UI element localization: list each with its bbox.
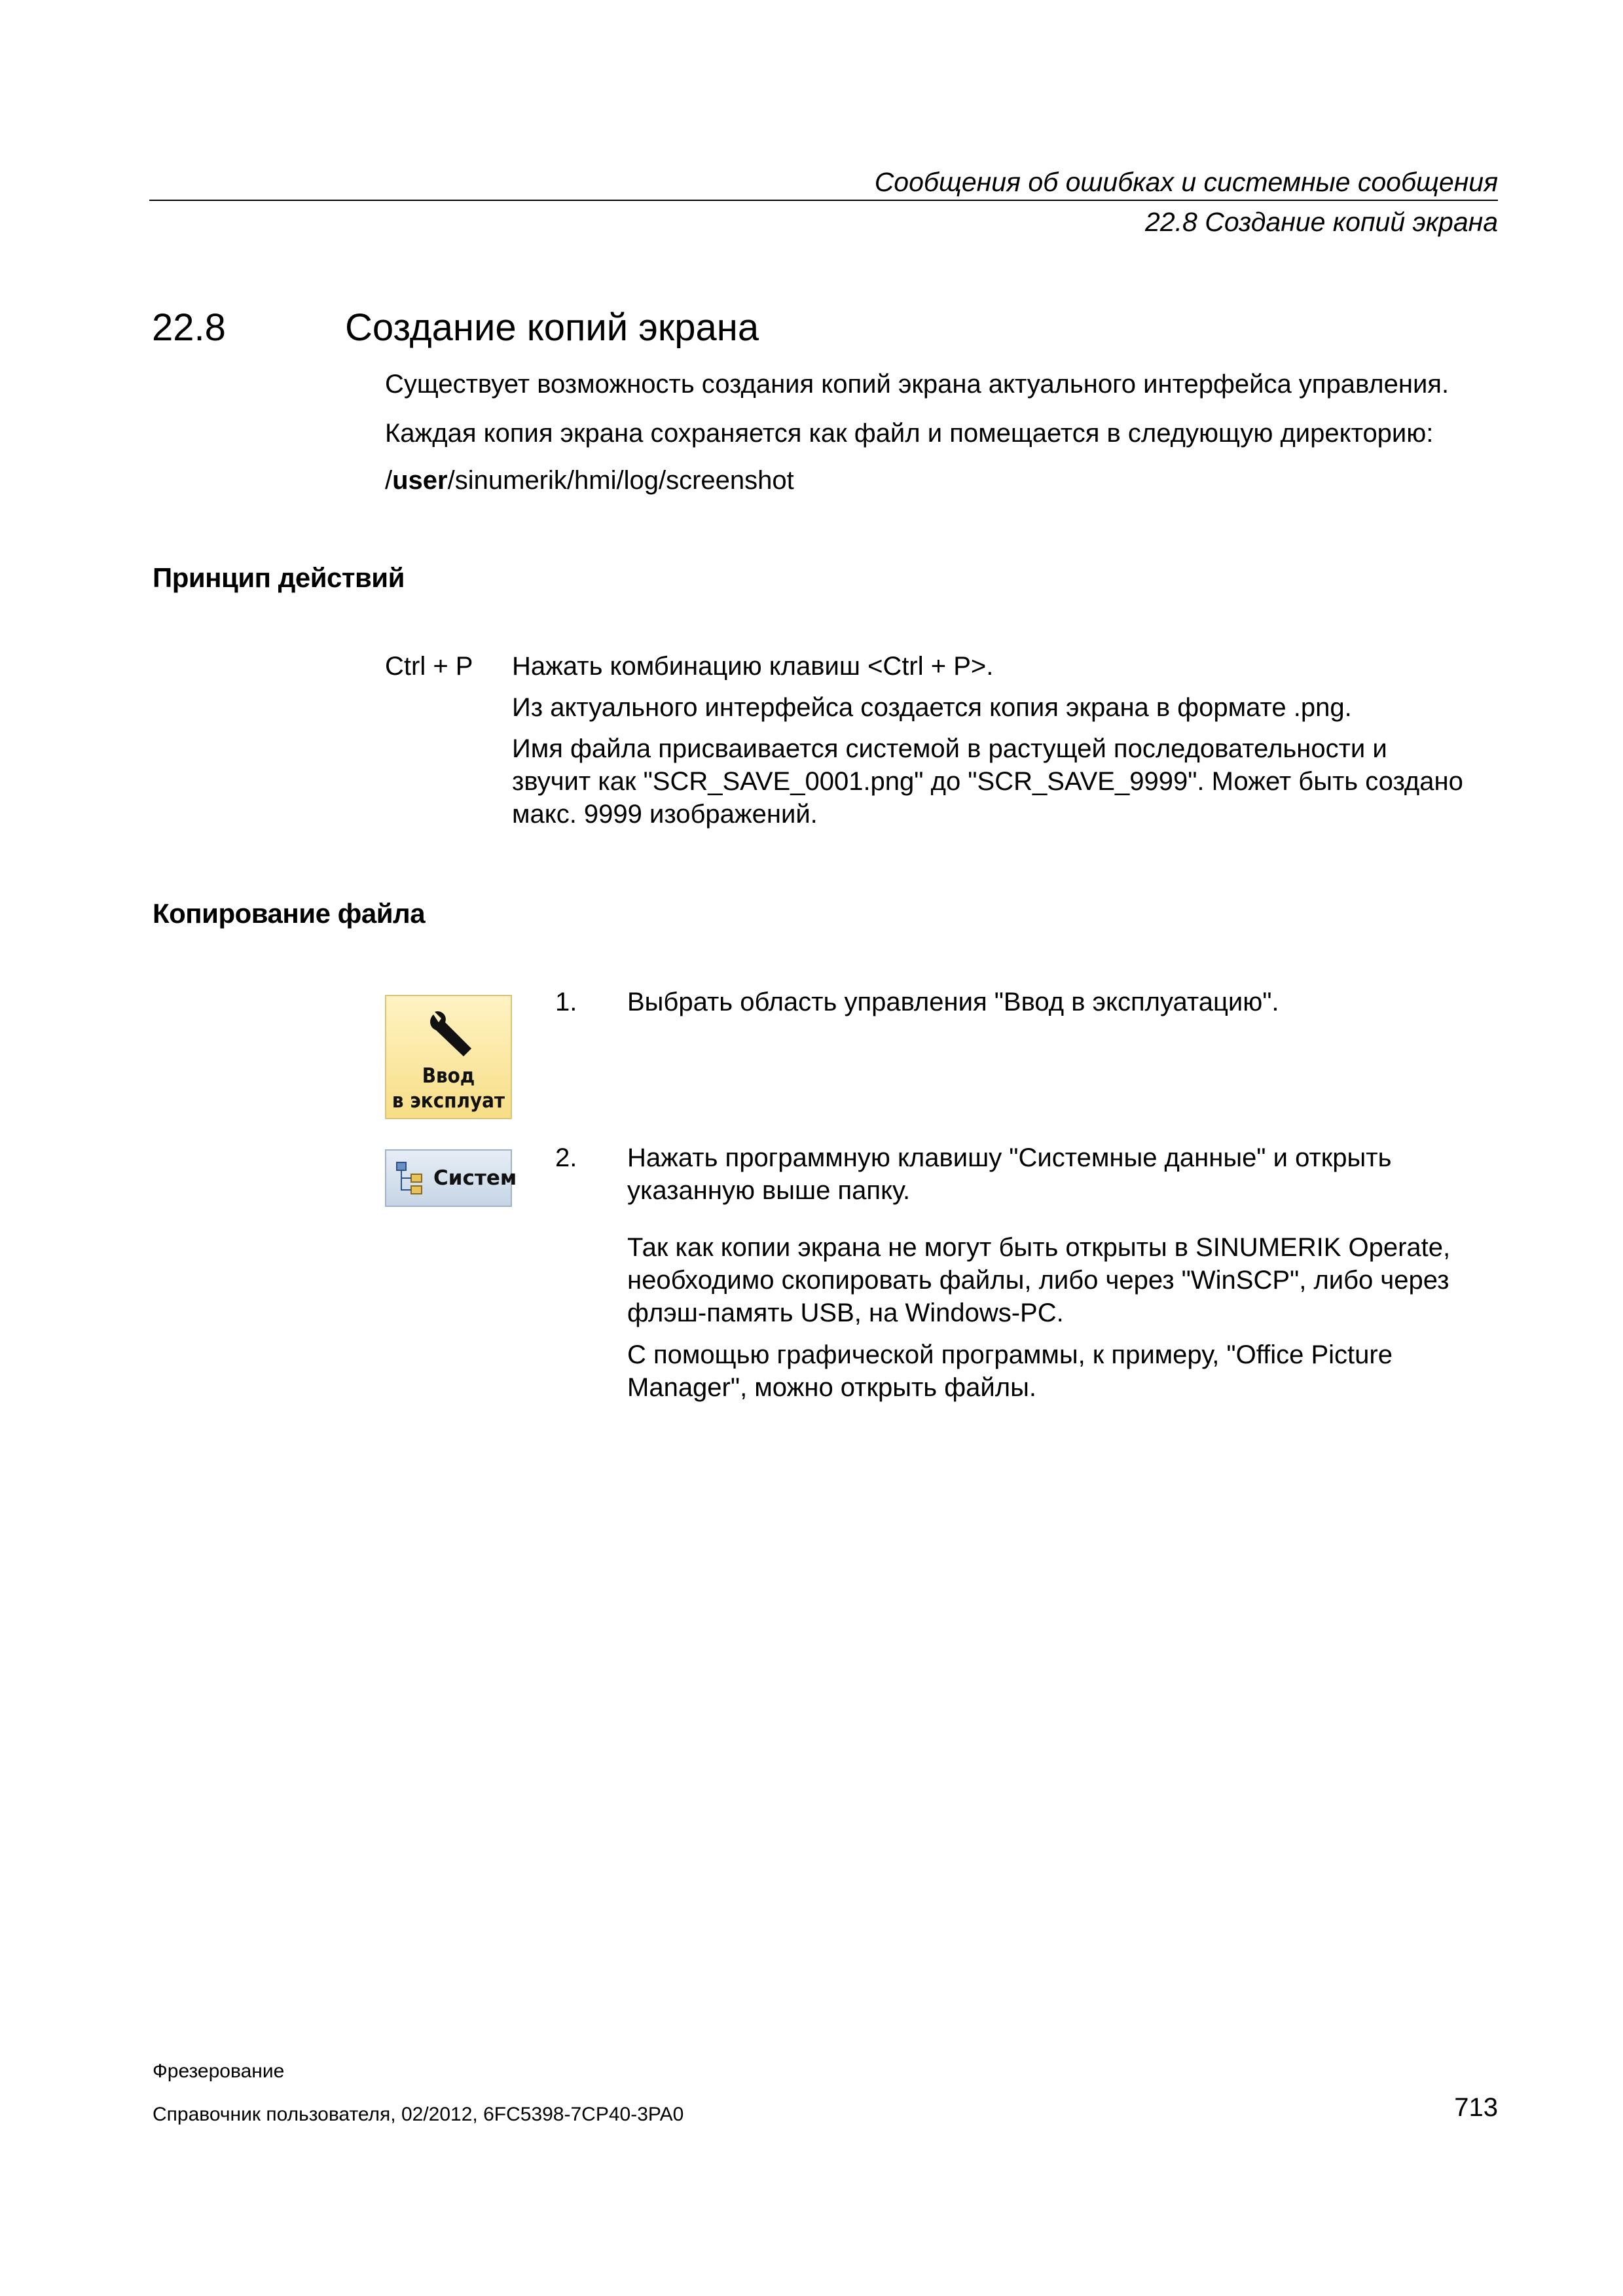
softkey-label-line-1: Ввод: [422, 1064, 475, 1088]
note-2-line-2: Manager", можно открыть файлы.: [627, 1373, 1036, 1402]
header-divider: [149, 200, 1498, 201]
running-header-chapter: Сообщения об ошибках и системные сообщения: [874, 167, 1498, 197]
directory-path: [385, 464, 794, 497]
footer-manual: Справочник пользователя, 02/2012, 6FC5398-7CP40-3PA0: [153, 2104, 684, 2125]
naming-line-2: звучит как "SCR_SAVE_0001.png" до "SCR_SAVE_9999". Может быть создано: [512, 767, 1463, 796]
running-header-section: 22.8 Создание копий экрана: [1145, 207, 1498, 237]
path-prefix: /: [385, 466, 393, 495]
key-combination: Ctrl + P: [385, 652, 473, 681]
step-1-text: Выбрать область управления "Ввод в эксплуатацию".: [627, 988, 1279, 1016]
step-1-number: 1.: [555, 988, 577, 1016]
note-1-line-2: необходимо скопировать файлы, либо через "WinSCP", либо через: [627, 1266, 1450, 1295]
naming-line-1: Имя файла присваивается системой в растущей последовательности и: [512, 734, 1387, 763]
path-user: user: [392, 466, 448, 495]
softkey-label: Систем: [433, 1166, 517, 1190]
step-2-line-1: Нажать программную клавишу "Системные данные" и открыть: [627, 1143, 1392, 1172]
step-2-line-2: указанную выше папку.: [627, 1176, 911, 1205]
path-rest: /sinumerik/hmi/log/screenshot: [447, 466, 794, 495]
copy-heading: Копирование файла: [153, 898, 426, 929]
page-number: 713: [1454, 2093, 1498, 2122]
principle-heading: Принцип действий: [153, 562, 405, 593]
note-1-line-1: Так как копии экрана не могут быть открыты в SINUMERIK Operate,: [627, 1233, 1451, 1262]
footer-product: Фрезерование: [153, 2060, 285, 2082]
wrench-icon: [424, 1008, 477, 1060]
system-data-softkey: [385, 1149, 517, 1207]
principle-action: Нажать комбинацию клавиш <Ctrl + P>.: [512, 652, 994, 681]
softkey-label-line-2: в эксплуат: [392, 1089, 505, 1113]
commissioning-softkey: [385, 995, 512, 1119]
intro-line-1: Существует возможность создания копий экрана актуального интерфейса управления.: [385, 370, 1450, 399]
note-1-line-3: флэш-память USB, на Windows-PC.: [627, 1299, 1064, 1327]
naming-line-3: макс. 9999 изображений.: [512, 800, 818, 829]
note-2-line-1: С помощью графической программы, к примеру, "Office Picture: [627, 1340, 1393, 1369]
step-2-number: 2.: [555, 1143, 577, 1172]
section-number: 22.8: [152, 306, 226, 349]
tree-icon: [395, 1161, 424, 1196]
section-title: Создание копий экрана: [345, 306, 759, 349]
intro-line-2: Каждая копия экрана сохраняется как файл и помещается в следующую директорию:: [385, 419, 1434, 448]
principle-result: Из актуального интерфейса создается копия экрана в формате .png.: [512, 693, 1352, 722]
